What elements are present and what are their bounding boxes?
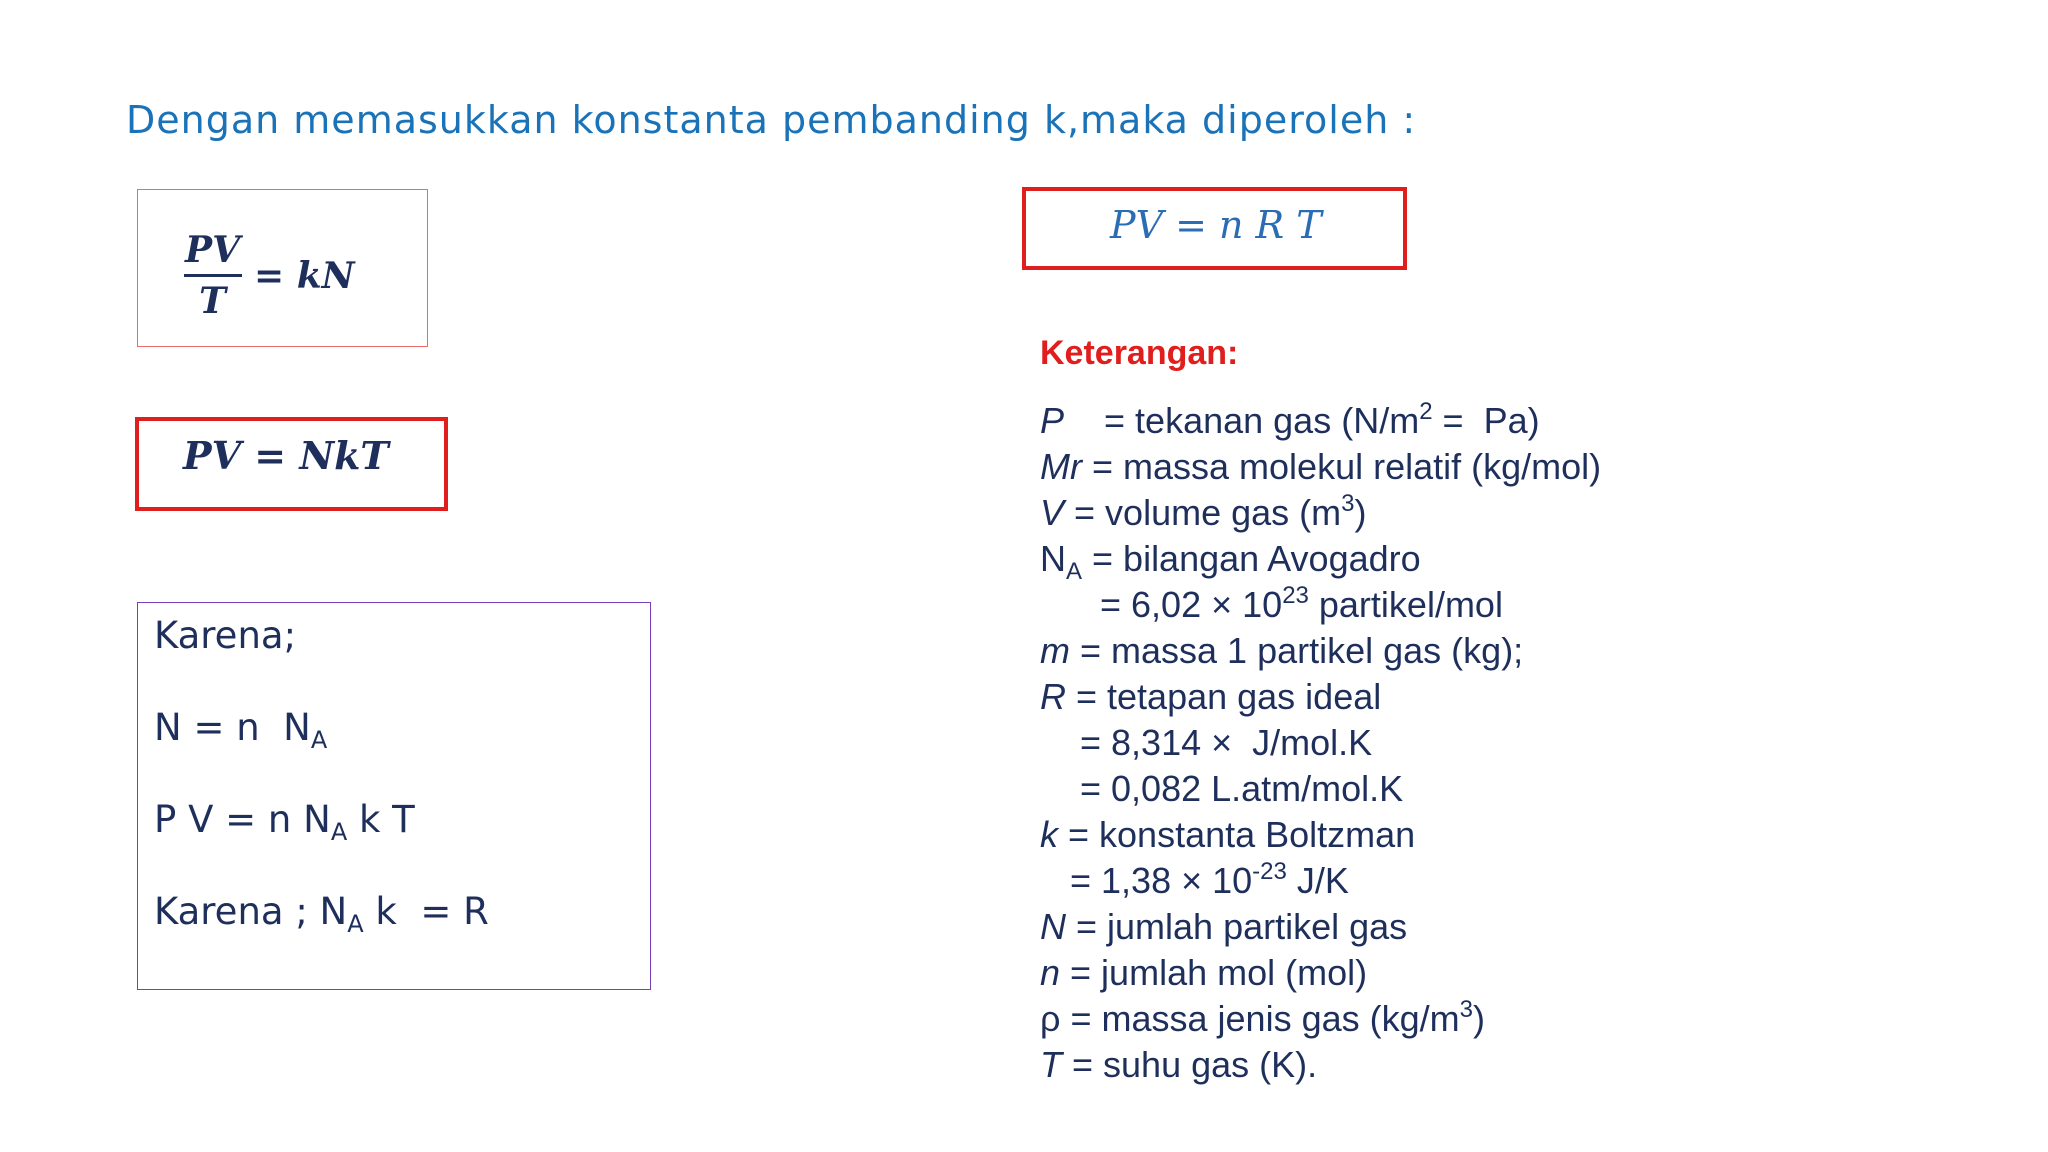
legend-sup: -23	[1252, 858, 1287, 885]
karena-line-1-text: Karena;	[154, 614, 297, 657]
equation-pvnkt: PV = NkT	[183, 433, 389, 478]
equation-pvnrt: PV = n R T	[1110, 203, 1322, 247]
legend-item-na-value	[1040, 582, 1601, 628]
legend-text: )	[1354, 492, 1367, 533]
legend-text: = tetapan gas ideal	[1066, 676, 1382, 717]
karena-lines	[154, 613, 489, 938]
legend-item-v	[1040, 490, 1601, 536]
legend-text: ρ = massa jenis gas (kg/m	[1040, 998, 1460, 1039]
legend-text: = Pa)	[1432, 400, 1540, 441]
legend-symbol: m	[1040, 630, 1070, 671]
karena-line-3-text: P V = n N	[154, 798, 331, 841]
equation-box-fraction	[137, 189, 428, 347]
karena-line-3	[154, 797, 489, 846]
karena-line-3-post: k T	[347, 798, 415, 841]
legend-item-r-value-1	[1040, 720, 1601, 766]
legend-sup: 3	[1341, 490, 1355, 517]
karena-line-2-text: N = n N	[154, 706, 311, 749]
fraction-equation	[183, 228, 355, 323]
legend-text: = suhu gas (K).	[1062, 1044, 1318, 1085]
legend-symbol: R	[1040, 676, 1066, 717]
legend-item-k-value	[1040, 858, 1601, 904]
legend-symbol: P	[1040, 400, 1065, 441]
karena-line-4-sub: A	[347, 910, 364, 938]
legend-sup: 2	[1419, 398, 1433, 425]
legend-item-n	[1040, 904, 1601, 950]
legend-item-na	[1040, 536, 1601, 585]
legend-list	[1040, 398, 1601, 1088]
legend-symbol: T	[1040, 1044, 1062, 1085]
legend-symbol: k	[1040, 814, 1058, 855]
karena-line-4	[154, 889, 489, 938]
legend-symbol: N	[1040, 906, 1066, 947]
legend-text: = tekanan gas (N/m	[1064, 400, 1420, 441]
legend-symbol: Mr	[1040, 446, 1082, 487]
legend-text: = 1,38 × 10	[1040, 860, 1253, 901]
fraction-stack	[183, 228, 242, 323]
legend-item-p	[1040, 398, 1601, 444]
equation-box-pvnrt	[1022, 187, 1407, 270]
legend-symbol: N	[1040, 538, 1066, 579]
karena-line-1	[154, 613, 489, 659]
equation-box-pvnkt	[135, 417, 448, 511]
legend-text: = 0,082 L.atm/mol.K	[1040, 768, 1404, 809]
legend-text: = jumlah partikel gas	[1066, 906, 1408, 947]
karena-line-3-sub: A	[330, 818, 348, 846]
legend-text: = massa 1 partikel gas (kg);	[1070, 630, 1524, 671]
legend-sub: A	[1066, 558, 1083, 585]
legend-item-t	[1040, 1042, 1601, 1088]
keterangan-title: Keterangan:	[1040, 334, 1239, 372]
legend-sup: 23	[1282, 582, 1309, 609]
legend-text: partikel/mol	[1308, 584, 1503, 625]
legend-text: = volume gas (m	[1064, 492, 1342, 533]
legend-text: = 8,314 × J/mol.K	[1040, 722, 1373, 763]
legend-item-rho	[1040, 996, 1601, 1042]
karena-line-4-post: k = R	[363, 890, 489, 933]
legend-item-m	[1040, 628, 1601, 674]
karena-line-2-sub: A	[310, 726, 328, 754]
legend-sup: 3	[1459, 996, 1473, 1023]
karena-line-4-text: Karena ; N	[154, 890, 348, 933]
legend-text: = massa molekul relatif (kg/mol)	[1081, 446, 1602, 487]
legend-text: = bilangan Avogadro	[1082, 538, 1421, 579]
legend-text: J/K	[1286, 860, 1349, 901]
legend-text: = jumlah mol (mol)	[1060, 952, 1368, 993]
fraction-rhs: = kN	[254, 254, 355, 297]
legend-text: )	[1472, 998, 1485, 1039]
legend-item-nmol	[1040, 950, 1601, 996]
legend-text: = 6,02 × 10	[1040, 584, 1283, 625]
legend-text: = konstanta Boltzman	[1058, 814, 1416, 855]
karena-line-2	[154, 705, 489, 754]
legend-symbol: n	[1040, 952, 1061, 993]
karena-box	[137, 602, 651, 990]
fraction-numerator: PV	[185, 229, 241, 271]
legend-item-r	[1040, 674, 1601, 720]
fraction-bar	[184, 274, 242, 277]
legend-item-k	[1040, 812, 1601, 858]
fraction-denominator: T	[199, 280, 226, 322]
legend-item-r-value-2	[1040, 766, 1601, 812]
legend-item-mr	[1040, 444, 1601, 490]
legend-symbol: V	[1040, 492, 1065, 533]
slide-heading: Dengan memasukkan konstanta pembanding k,maka diperoleh :	[126, 98, 1417, 142]
